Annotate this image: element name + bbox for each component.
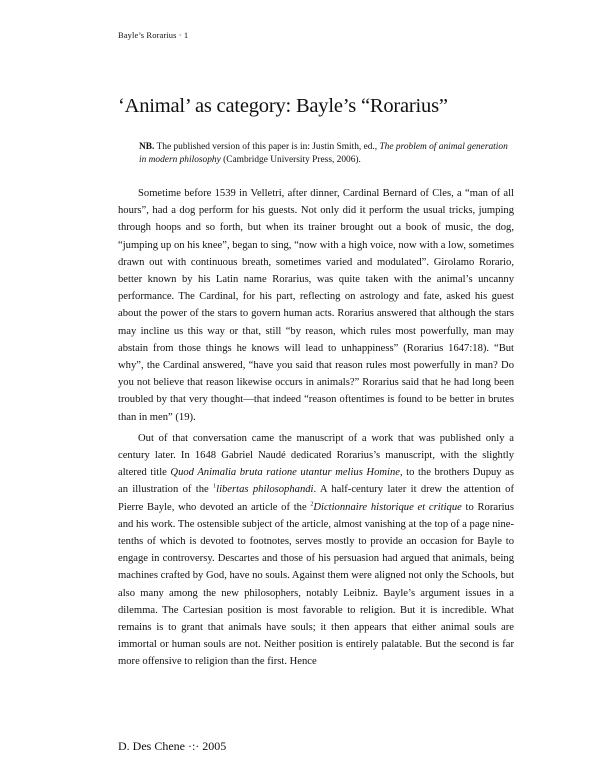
note-book-title: The problem of animal generation in modern philosophy [139, 142, 508, 165]
page-title: ‘Animal’ as category: Bayle’s “Rorarius” [118, 95, 448, 117]
p2-part2: , to the brothers Dupuy as an illustration of the [118, 467, 514, 496]
footnote-ref-1[interactable]: 1 [213, 483, 217, 490]
p2-italic-title: Quod Animalia bruta ratione utantur melius Homine [170, 467, 400, 479]
page-footer: D. Des Chene ·:· 2005 [118, 739, 227, 753]
paragraph-2 [118, 430, 514, 671]
p2-italic-dictionnaire: Dictionnaire historique et critique [313, 501, 462, 513]
p2-part1: Out of that conversation came the manuscript of a work that was published only a century later. In 1648 Gabriel Naudé dedicated Rorarius’s manuscript, with the slightly altered title [118, 432, 514, 479]
note-text-after: (Cambridge University Press, 2006). [220, 155, 361, 165]
footnote-ref-2[interactable]: 2 [310, 501, 314, 508]
p2-part3: . A half-century later it drew the attention of Pierre Bayle, who devoted an article of the [118, 484, 514, 513]
p2-italic-libertas: libertas philosophandi [216, 484, 314, 496]
running-header: Bayle’s Rorarius · 1 [118, 30, 189, 40]
note-text-before: The published version of this paper is in: Justin Smith, ed., [156, 142, 380, 152]
paragraph-1: Sometime before 1539 in Velletri, after dinner, Cardinal Bernard of Cles, a “man of all hours”, had a dog perform for his guests. Not only did it perform the usual tricks, jumping through hoops and so forth, but when its trainer brought out a book of music, the dog, “jumping up on his knee”, began to sing, “now with a high voice, now with a low, sometimes drawn out with continuous breath, sometimes varied and modulated”. Girolamo Rorario, better known by his Latin name Rorarius, was quite taken with the animal’s uncanny performance. The Cardinal, for his part, reflecting on astrology and fate, asked his guest about the power of the stars to govern human acts. Rorarius answered that although the stars may incline us this way or that, still “by reason, which rules most powerfully, man may abstain from those things he knows will lead to unhappiness” (Rorarius 1647:18). “But why”, the Cardinal answered, “have you said that reason rules most powerfully in man? Do you not believe that reason likewise occurs in animals?” Rorarius said that he had long been troubled by that very thought—that indeed “reason oftentimes is found to be better in brutes than in men” (19). [118, 188, 514, 423]
p2-part4: to Rorarius and his work. The ostensible subject of the article, almost vanishing at the top of a page nine-tenths of which is devoted to footnotes, serves mostly to provide an occasion for Bayle to engage in controversy. Descartes and those of his persuasion had argued that animals, being machines crafted by God, have no souls. Against them were aligned not only the Schools, but also many among the new philosophers, notably Leibniz. Bayle’s argument issues in a dilemma. The Cartesian position is most favorable to religion. But it is incredible. What remains is to grant that animals have souls; it then appears that either animal souls are immortal or human souls are not. Neither position is entirely palatable. But the second is far more offensive to religion than the first. Hence [118, 501, 515, 668]
note-label: NB. [139, 142, 155, 152]
publication-note [139, 141, 517, 167]
body-text [118, 185, 514, 675]
